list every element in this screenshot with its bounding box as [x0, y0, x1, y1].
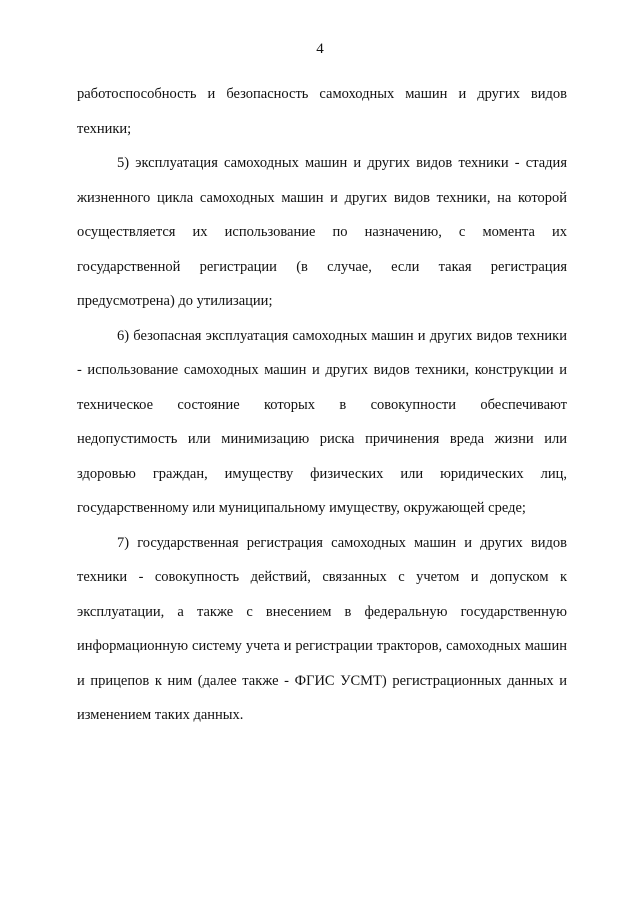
document-body	[77, 77, 567, 733]
paragraph-item-7: 7) государственная регистрация самоходных машин и других видов техники - совокупность действий, связанных с учетом и допуском к эксплуатации, а также с внесением в федеральную государственную информационную систему учета и регистрации тракторов, самоходных машин и прицепов к ним (далее также - ФГИС УСМТ) регистрационных данных и изменением таких данных.	[77, 534, 567, 723]
paragraph-item-5: 5) эксплуатация самоходных машин и других видов техники - стадия жизненного цикла самоходных машин и других видов техники, на которой осуществляется их использование по назначению, с момента их государственной регистрации (в случае, если такая регистрация предусмотрена) до утилизации;	[77, 155, 567, 309]
paragraph-continuation: работоспособность и безопасность самоходных машин и других видов техники;	[77, 86, 567, 137]
paragraph-item-6: 6) безопасная эксплуатация самоходных машин и других видов техники - использование самоходных машин и других видов техники, конструкции и техническое состояние которых в совокупности обеспечивают недопустимость или минимизацию риска причинения вреда жизни или здоровью граждан, имуществу физических или юридических лиц, государственному или муниципальному имуществу, окружающей среде;	[77, 327, 567, 516]
page-number: 4	[316, 41, 324, 57]
